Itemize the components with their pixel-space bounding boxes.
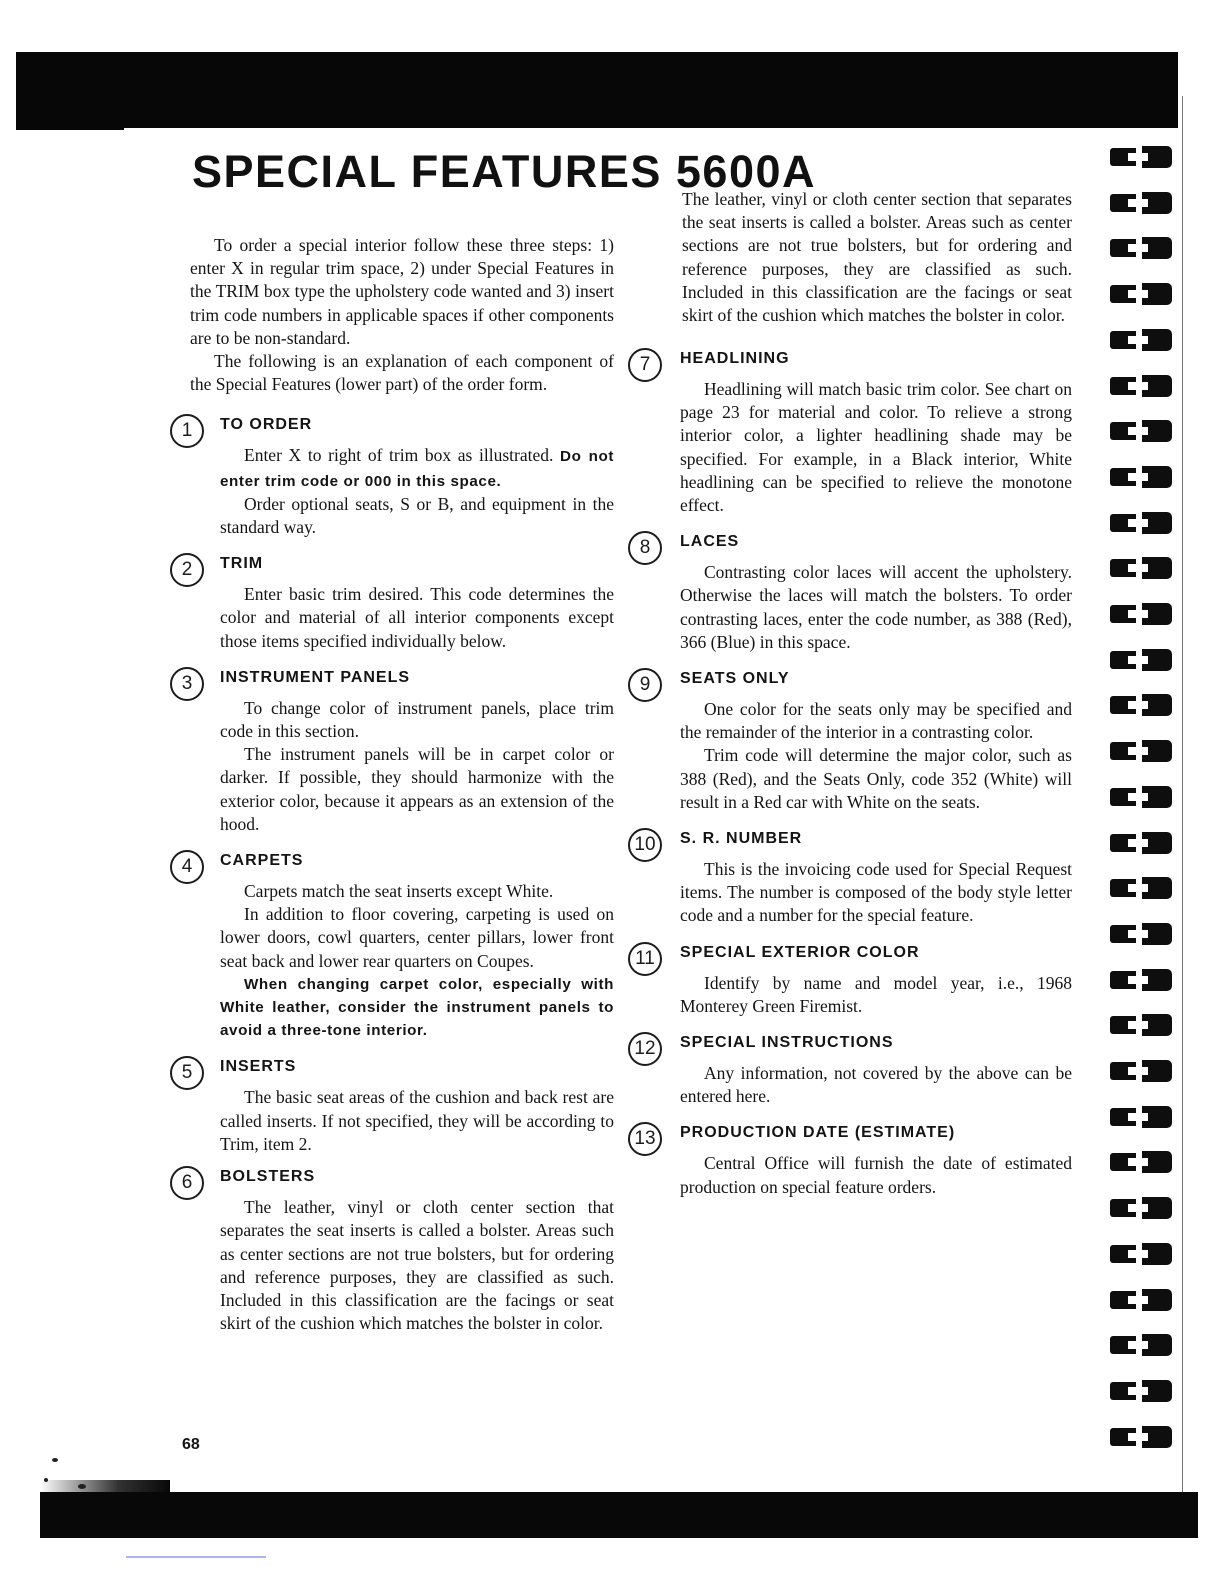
scan-speck <box>78 1484 86 1489</box>
scan-speck <box>52 1458 58 1462</box>
section-paragraph: Enter basic trim desired. This code determines the color and material of all interior components except those items specified individually below. <box>220 584 614 651</box>
section-heading: HEADLINING <box>680 350 790 367</box>
ring-gap <box>1128 1341 1148 1349</box>
binding-ring <box>1110 420 1172 442</box>
section-paragraph: Central Office will furnish the date of estimated production on special feature orders. <box>680 1153 1072 1197</box>
section-heading: INSTRUMENT PANELS <box>220 668 411 686</box>
section-paragraph: The basic seat areas of the cushion and back rest are called inserts. If not specified, they will be according to Trim, item 2. <box>220 1087 614 1154</box>
section-number-badge: 3 <box>170 667 204 701</box>
section-number-badge: 9 <box>628 668 662 702</box>
bottom-black-bar <box>40 1492 1198 1538</box>
ring-gap <box>1128 1204 1148 1212</box>
section-number-badge: 1 <box>170 414 204 448</box>
binding-ring <box>1110 740 1172 762</box>
section-heading: PRODUCTION DATE (ESTIMATE) <box>680 1124 956 1142</box>
ring-gap <box>1128 1250 1148 1258</box>
ring-gap <box>1128 564 1148 572</box>
binding-ring <box>1110 1060 1172 1082</box>
section-number-badge: 5 <box>170 1056 204 1090</box>
binding-ring <box>1110 512 1172 534</box>
section-number-badge: 2 <box>170 553 204 587</box>
section-trim <box>181 553 614 653</box>
section-seats-only <box>628 668 1072 814</box>
section-paragraph: The instrument panels will be in carpet color or darker. If possible, they should harmonize with the exterior color, because it appears as an extension of the hood. <box>220 744 614 834</box>
section-laces <box>628 531 1072 654</box>
binding-ring <box>1110 283 1172 305</box>
binding-ring <box>1110 557 1172 579</box>
section-inserts <box>181 1056 614 1156</box>
ring-gap <box>1128 656 1148 664</box>
ring-gap <box>1128 473 1148 481</box>
ring-gap <box>1128 427 1148 435</box>
section-heading: INSERTS <box>220 1058 297 1076</box>
bolsters-text-start: The leather, vinyl or cloth center section that separates the seat inserts is called a bolster. Areas such as center sections are not true bolsters, but for ordering and reference purposes, they are classified as such. Included in this classification are the facings or seat skirt of the cushion which matches the bolster in color. <box>220 1197 614 1334</box>
binding-ring <box>1110 1243 1172 1265</box>
ring-gap <box>1128 1387 1148 1395</box>
section-number-badge: 6 <box>170 1166 204 1200</box>
top-bar-edge <box>16 122 124 130</box>
ring-gap <box>1128 519 1148 527</box>
section-bolsters <box>181 1166 614 1334</box>
page-number: 68 <box>182 1436 200 1453</box>
spiral-binding <box>1110 140 1180 1480</box>
section-special-instructions <box>628 1032 1072 1108</box>
binding-edge <box>1182 96 1183 1506</box>
ring-gap <box>1128 793 1148 801</box>
section-heading: SEATS ONLY <box>680 670 790 688</box>
ring-gap <box>1128 1067 1148 1075</box>
section-paragraph: To change color of instrument panels, place trim code in this section. <box>220 697 614 742</box>
section-paragraph: In addition to floor covering, carpeting is used on lower doors, cowl quarters, center pillars, lower front seat back and lower rear quarters on Coupes. <box>220 904 614 971</box>
ring-gap <box>1128 701 1148 709</box>
section-paragraph: Identify by name and model year, i.e., 1968 Monterey Green Firemist. <box>680 972 1072 1016</box>
section-paragraph: One color for the seats only may be specified and the remainder of the interior in a contrasting color. <box>680 699 1072 743</box>
binding-ring <box>1110 1426 1172 1448</box>
section-paragraph: Contrasting color laces will accent the upholstery. Otherwise the laces will match the bolsters. To order contrasting laces, enter the code number, as 388 (Red), 366 (Blue) in this space. <box>680 562 1072 652</box>
section-heading: TRIM <box>220 555 264 573</box>
ring-gap <box>1128 976 1148 984</box>
section-heading: S. R. NUMBER <box>680 830 803 848</box>
section-number-badge: 13 <box>628 1122 662 1156</box>
bold-note: Do not enter trim code or 000 in this space. <box>220 448 614 490</box>
ring-gap <box>1128 1433 1148 1441</box>
section-heading: CARPETS <box>220 852 304 870</box>
section-heading: SPECIAL INSTRUCTIONS <box>680 1034 894 1052</box>
section-paragraph: Carpets match the seat inserts except White. <box>244 881 554 902</box>
top-black-bar <box>16 52 1178 128</box>
binding-ring <box>1110 969 1172 991</box>
page-title: SPECIAL FEATURES 5600A <box>192 146 816 197</box>
section-sr-number <box>628 828 1072 928</box>
paragraph-text: Enter X to right of trim box as illustrated. <box>244 445 554 466</box>
intro-paragraph: The following is an explanation of each component of the Special Features (lower part) of the order form. <box>190 351 614 395</box>
section-special-exterior-color <box>628 942 1072 1018</box>
binding-ring <box>1110 1014 1172 1036</box>
section-heading: SPECIAL EXTERIOR COLOR <box>680 943 920 961</box>
ring-gap <box>1128 839 1148 847</box>
bold-note: When changing carpet color, especially with White leather, consider the instrument panels to avoid a three-tone interior. <box>220 975 614 1040</box>
bolsters-continued <box>628 188 1072 330</box>
binding-ring <box>1110 694 1172 716</box>
section-paragraph: Order optional seats, S or B, and equipment in the standard way. <box>220 493 614 538</box>
binding-ring <box>1110 923 1172 945</box>
section-paragraph: Headlining will match basic trim color. See chart on page 23 for material and color. To relieve a strong interior color, a lighter headlining shade may be specified. For example, in a Black interior, White headlining can be specified to relieve the monotone effect. <box>680 379 1072 516</box>
binding-ring <box>1110 877 1172 899</box>
section-paragraph <box>220 444 614 492</box>
section-heading: LACES <box>680 533 740 551</box>
section-paragraph <box>682 188 1072 327</box>
ring-gap <box>1128 930 1148 938</box>
binding-ring <box>1110 1197 1172 1219</box>
bottom-underline <box>126 1556 266 1558</box>
intro <box>186 234 614 396</box>
section-to-order <box>181 414 614 539</box>
binding-ring <box>1110 603 1172 625</box>
binding-ring <box>1110 786 1172 808</box>
section-paragraph: This is the invoicing code used for Special Request items. The number is composed of the body style letter code and a number for the special feature. <box>680 859 1072 926</box>
binding-ring <box>1110 329 1172 351</box>
binding-ring <box>1110 1289 1172 1311</box>
section-paragraph <box>220 1196 614 1334</box>
section-production-date <box>628 1122 1072 1198</box>
binding-ring <box>1110 1334 1172 1356</box>
ring-gap <box>1128 1296 1148 1304</box>
binding-ring <box>1110 649 1172 671</box>
left-column <box>181 234 614 1334</box>
binding-ring <box>1110 375 1172 397</box>
binding-ring <box>1110 146 1172 168</box>
binding-ring <box>1110 832 1172 854</box>
binding-ring <box>1110 1380 1172 1402</box>
section-heading: BOLSTERS <box>220 1168 316 1186</box>
bolsters-text-continued: The leather, vinyl or cloth center section that separates the seat inserts is called a bolster. Areas such as center sections are not true bolsters, but for ordering and reference purposes, they are classified as such. Included in this classification are the facings or seat skirt of the cushion which matches the bolster in color. <box>682 189 1072 326</box>
intro-paragraph: To order a special interior follow these three steps: 1) enter X in regular trim space, 2) under Special Features in the TRIM box type the upholstery code wanted and 3) insert trim code numbers in applicable spaces if other components are to be non-standard. <box>190 235 614 348</box>
ring-gap <box>1128 382 1148 390</box>
binding-ring <box>1110 1151 1172 1173</box>
right-column <box>628 189 1072 1199</box>
binding-ring <box>1110 1106 1172 1128</box>
section-instrument-panels <box>181 667 614 836</box>
ring-gap <box>1128 336 1148 344</box>
scan-speck <box>44 1478 48 1482</box>
ring-gap <box>1128 244 1148 252</box>
section-number-badge: 10 <box>628 828 662 862</box>
ring-gap <box>1128 1158 1148 1166</box>
section-number-badge: 7 <box>628 348 662 382</box>
section-paragraph: Trim code will determine the major color, such as 388 (Red), and the Seats Only, code 352 (White) will result in a Red car with White on the seats. <box>680 745 1072 812</box>
binding-ring <box>1110 237 1172 259</box>
section-paragraph: Any information, not covered by the above can be entered here. <box>680 1063 1072 1107</box>
section-headlining <box>628 348 1072 517</box>
ring-gap <box>1128 747 1148 755</box>
section-number-badge: 4 <box>170 850 204 884</box>
ring-gap <box>1128 199 1148 207</box>
binding-ring <box>1110 466 1172 488</box>
ring-gap <box>1128 610 1148 618</box>
ring-gap <box>1128 1113 1148 1121</box>
ring-gap <box>1128 1021 1148 1029</box>
section-number-badge: 12 <box>628 1032 662 1066</box>
ring-gap <box>1128 153 1148 161</box>
section-number-badge: 11 <box>628 942 662 976</box>
ring-gap <box>1128 884 1148 892</box>
section-number-badge: 8 <box>628 531 662 565</box>
section-carpets <box>181 850 614 1042</box>
section-heading: TO ORDER <box>220 416 313 434</box>
binding-ring <box>1110 192 1172 214</box>
ring-gap <box>1128 290 1148 298</box>
